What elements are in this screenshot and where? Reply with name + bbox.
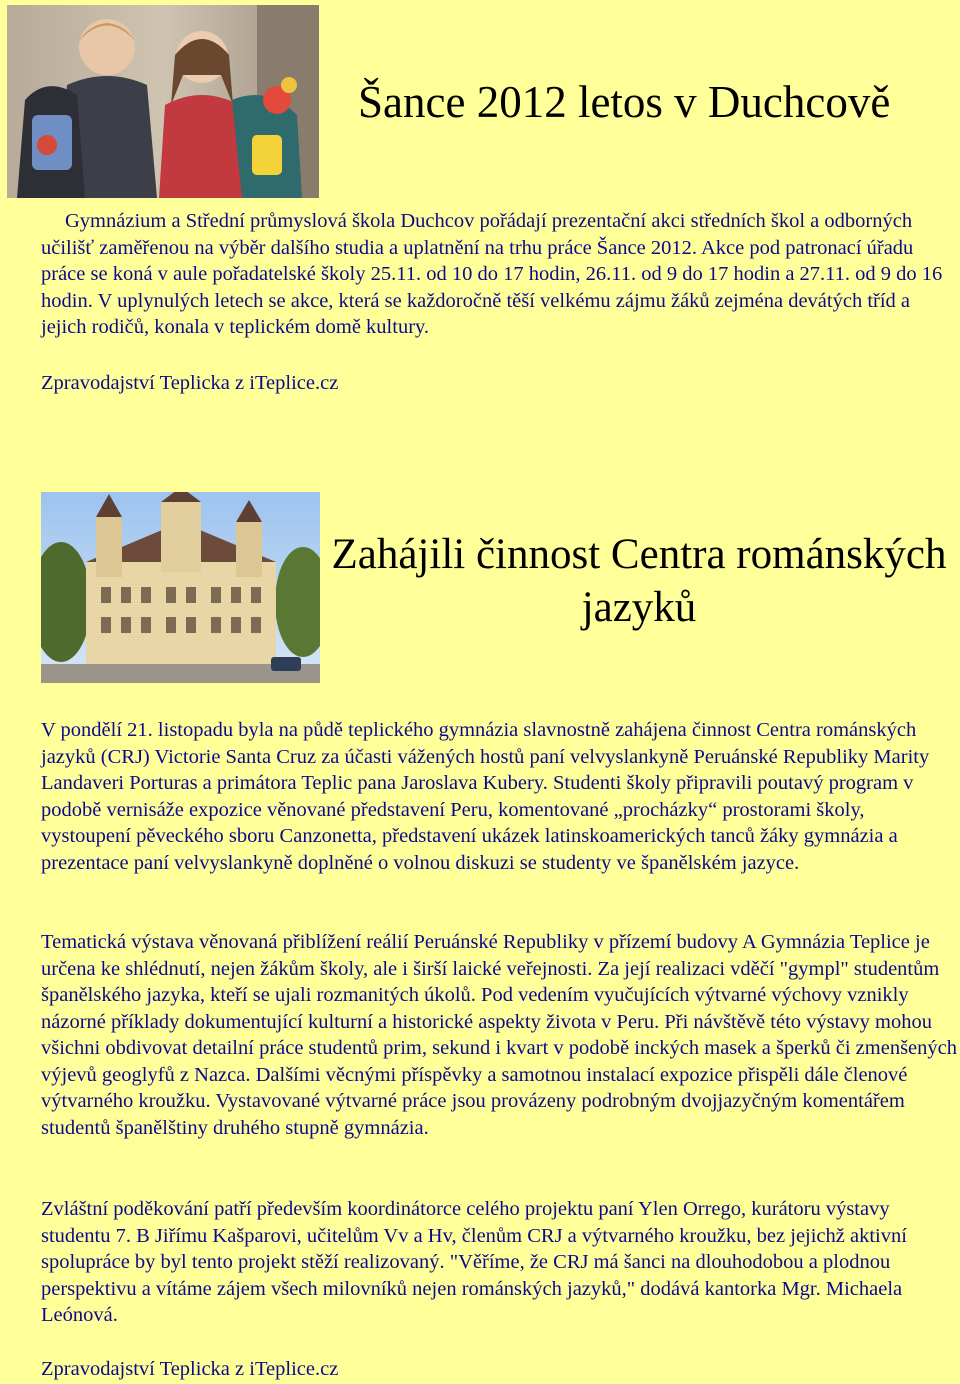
article2-paragraph-2: Tematická výstava věnovaná přiblížení reálií Peruánské Republiky v přízemí budovy A Gymnázia Teplice je určena ke shlédnutí, nejen žákům školy, ale i širší laické veřejnosti. Za její realizaci vděčí "gympl" studentům španělského jazyka, kteří se ujali rozmanitých úkolů. Pod vedením vyučujících výtvarné výchovy vznikly názorné příklady dokumentující kulturní a historické aspekty života v Peru. Při návštěvě této výstavy mohou všichni obdivovat detailní práce studentů prim, sekund i kvart v podobě inckých masek a šperků či zmenšených výjevů geoglyfů z Nazca. Dalšími věcnými příspěvky a samotnou instalací expozice přispěli dále členové výtvarného kroužku. Vystavované výtvarné práce jsou provázeny podrobným dvojjazyčným komentářem studentů španělštiny druhého stupně gymnázia. [41,931,957,1139]
children-image [7,5,319,198]
school-building-image [41,492,320,683]
school-photo [41,492,320,683]
article1-body: Gymnázium a Střední průmyslová škola Duchcov pořádají prezentační akci středních škol a odborných učilišť zaměřenou na výběr dalšího studia a uplatnění na trhu práce Šance 2012. Akce pod patronací úřadu práce se koná v aule pořadatelské školy 25.11. od 10 do 17 hodin, 26.11. od 9 do 17 hodin a 27.11. od 9 do 16 hodin. V uplynulých letech se akce, která se každoročně těší velkému zájmu žáků zejména devátých tříd a jejich rodičů, konala v teplickém domě kultury. [41,210,943,338]
article2-title: Zahájili činnost Centra románských jazyků [331,531,947,631]
article2-paragraph-3: Zvláštní poděkování patří především koordinátorce celého projektu paní Ylen Orrego, kurátoru výstavy studentu 7. B Jiřímu Kašparovi, učitelům Vv a Hv, členům CRJ a výtvarného kroužku, bez jejichž aktivní spolupráce by byl tento projekt stěží realizovaný. "Věříme, že CRJ má šanci na dlouhodobou a plodnou perspektivu a vítáme zájem všech milovníků nejen románských jazyků," dodává kantorka Mgr. Michaela Leónová. [41,1198,907,1326]
article1-title: Šance 2012 letos v Duchcově [358,77,891,127]
article2-paragraph-1: V pondělí 21. listopadu byla na půdě teplického gymnázia slavnostně zahájena činnost Centra románských jazyků (CRJ) Victorie Santa Cruz za účasti vážených hostů paní velvyslankyně Peruánské Republiky Marity Landaveri Porturas a primátora Teplic pana Jaroslava Kubery. Studenti školy připravili poutavý program v podobě vernisáže expozice věnované představení Peru, komentované „procházky“ prostorami školy, vystoupení pěveckého sboru Canzonetta, představení ukázek latinskoamerických tanců žáky gymnázia a prezentace paní velvyslankyně doplněné o volnou diskuzi se studenty ve španělském jazyce. [41,719,930,874]
article1-source-link[interactable]: Zpravodajství Teplicka z iTeplice.cz [41,372,339,394]
article2-source-link[interactable]: Zpravodajství Teplicka z iTeplice.cz [41,1358,339,1380]
children-photo [7,5,319,198]
